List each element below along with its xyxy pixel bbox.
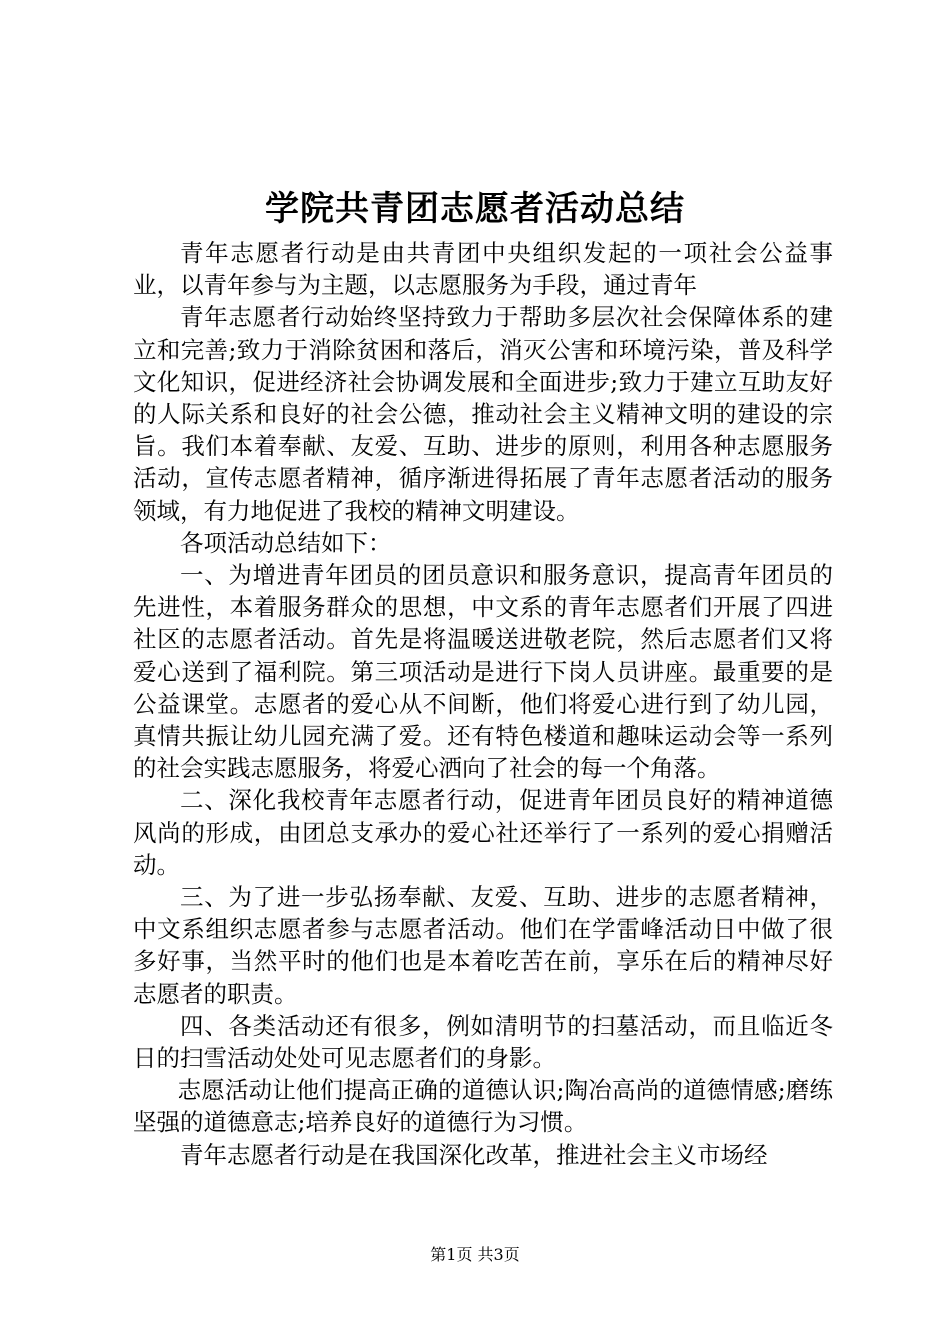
paragraph: 各项活动总结如下： (180, 528, 392, 557)
paragraph: 青年志愿者行动是由共青团中央组织发起的一项社会公益事业，以青年参与为主题，以志愿服务为手段，通过青年 (133, 239, 833, 300)
paragraph: 三、为了进一步弘扬奉献、友爱、互助、进步的志愿者精神，中文系组织志愿者参与志愿者活动。他们在学雷峰活动日中做了很多好事，当然平时的他们也是本着吃苦在前，享乐在后的精神尽好志愿者的职责。 (133, 883, 833, 1008)
document-title: 学院共青团志愿者活动总结 (265, 189, 685, 229)
document-body (133, 237, 833, 1171)
page-number-footer: 第1页 共3页 (430, 1245, 520, 1264)
paragraph: 志愿活动让他们提高正确的道德认识;陶冶高尚的道德情感;磨练坚强的道德意志;培养良好的道德行为习惯。 (133, 1076, 833, 1137)
paragraph: 青年志愿者行动是在我国深化改革，推进社会主义市场经 (180, 1140, 768, 1169)
paragraph: 一、为增进青年团员的团员意识和服务意识，提高青年团员的先进性，本着服务群众的思想，中文系的青年志愿者们开展了四进社区的志愿者活动。首先是将温暖送进敬老院，然后志愿者们又将爱心送到了福利院。第三项活动是进行下岗人员讲座。最重要的是公益课堂。志愿者的爱心从不间断，他们将爱心进行到了幼儿园，真情共振让幼儿园充满了爱。还有特色楼道和趣味运动会等一系列的社会实践志愿服务，将爱心洒向了社会的每一个角落。 (133, 561, 833, 783)
paragraph: 青年志愿者行动始终坚持致力于帮助多层次社会保障体系的建立和完善;致力于消除贫困和落后，消灭公害和环境污染，普及科学文化知识，促进经济社会协调发展和全面进步;致力于建立互助友好的人际关系和良好的社会公德，推动社会主义精神文明的建设的宗旨。我们本着奉献、友爱、互助、进步的原则，利用各种志愿服务活动，宣传志愿者精神，循序渐进得拓展了青年志愿者活动的服务领域，有力地促进了我校的精神文明建设。 (133, 303, 833, 525)
paragraph: 二、深化我校青年志愿者行动，促进青年团员良好的精神道德风尚的形成，由团总支承办的爱心社还举行了一系列的爱心捐赠活动。 (133, 786, 833, 879)
paragraph: 四、各类活动还有很多，例如清明节的扫墓活动，而且临近冬日的扫雪活动处处可见志愿者们的身影。 (133, 1011, 833, 1073)
